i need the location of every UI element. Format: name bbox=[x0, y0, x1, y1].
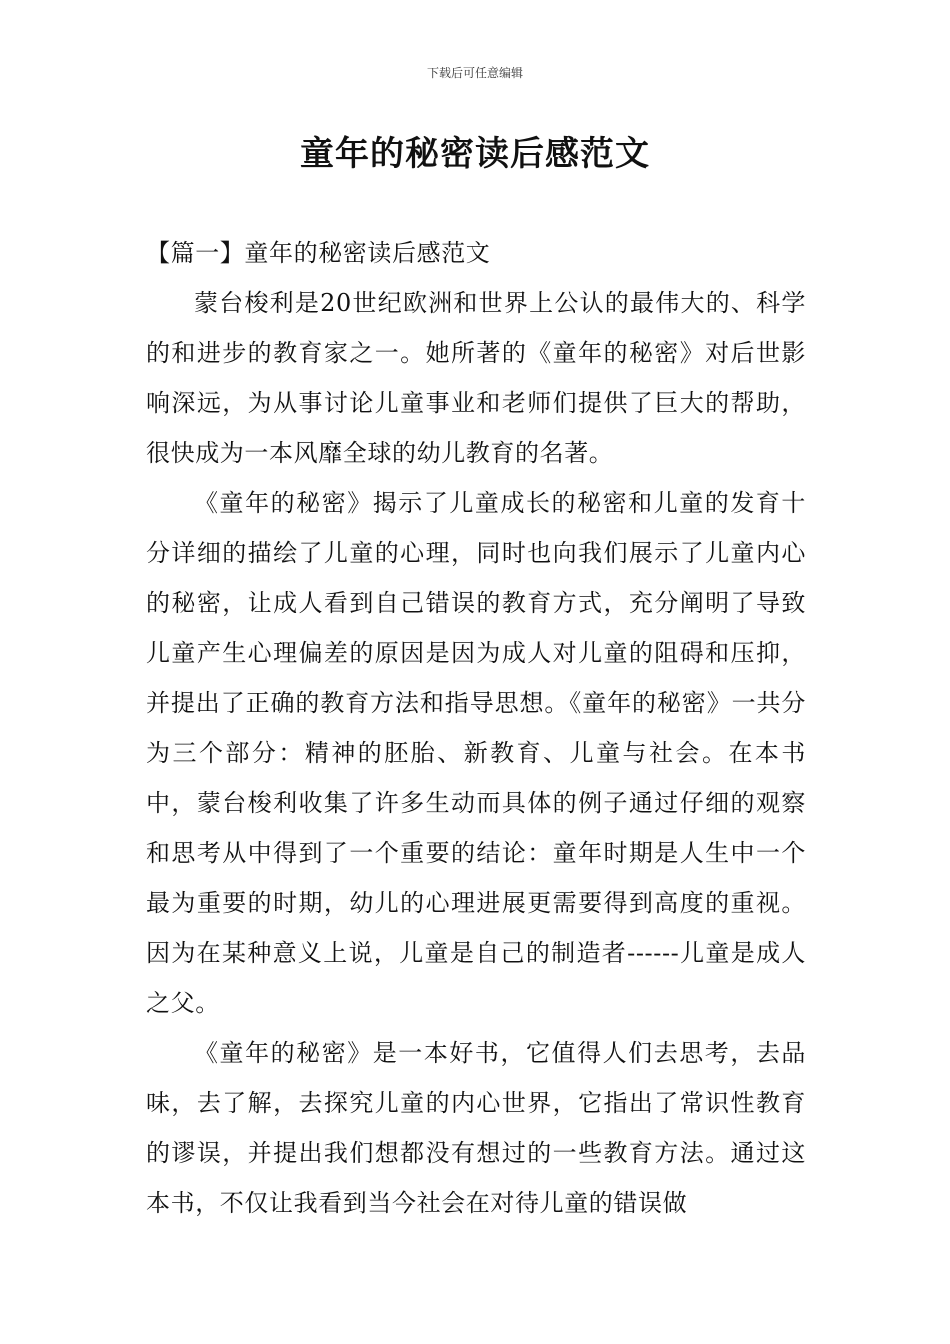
paragraph-2: 《童年的秘密》揭示了儿童成长的秘密和儿童的发育十分详细的描绘了儿童的心理，同时也向我们展示了儿童内心的秘密，让成人看到自己错误的教育方式，充分阐明了导致儿童产生心理偏差的原因是因为成人对儿童的阻碍和压抑，并提出了正确的教育方法和指导思想。《童年的秘密》一共分为三个部分：精神的胚胎、新教育、儿童与社会。在本书中，蒙台梭利收集了许多生动而具体的例子通过仔细的观察和思考从中得到了一个重要的结论：童年时期是人生中一个最为重要的时期，幼儿的心理进展更需要得到高度的重视。因为在某种意义上说，儿童是自己的制造者------儿童是成人之父。 bbox=[146, 489, 806, 1017]
header-note: 下载后可任意编辑 bbox=[426, 66, 523, 80]
document-title: 童年的秘密读后感范文 bbox=[300, 134, 650, 174]
paragraph-3: 《童年的秘密》是一本好书，它值得人们去思考，去品味，去了解，去探究儿童的内心世界，它指出了常识性教育的谬误，并提出我们想都没有想过的一些教育方法。通过这本书，不仅让我看到当今社会在对待儿童的错误做 bbox=[146, 1039, 806, 1217]
paragraph-1: 蒙台梭利是20世纪欧洲和世界上公认的最伟大的、科学的和进步的教育家之一。她所著的《童年的秘密》对后世影响深远，为从事讨论儿童事业和老师们提供了巨大的帮助，很快成为一本风靡全球的幼儿教育的名著。 bbox=[146, 289, 806, 467]
document-body bbox=[146, 228, 806, 1228]
section-heading: 【篇一】童年的秘密读后感范文 bbox=[146, 239, 491, 267]
